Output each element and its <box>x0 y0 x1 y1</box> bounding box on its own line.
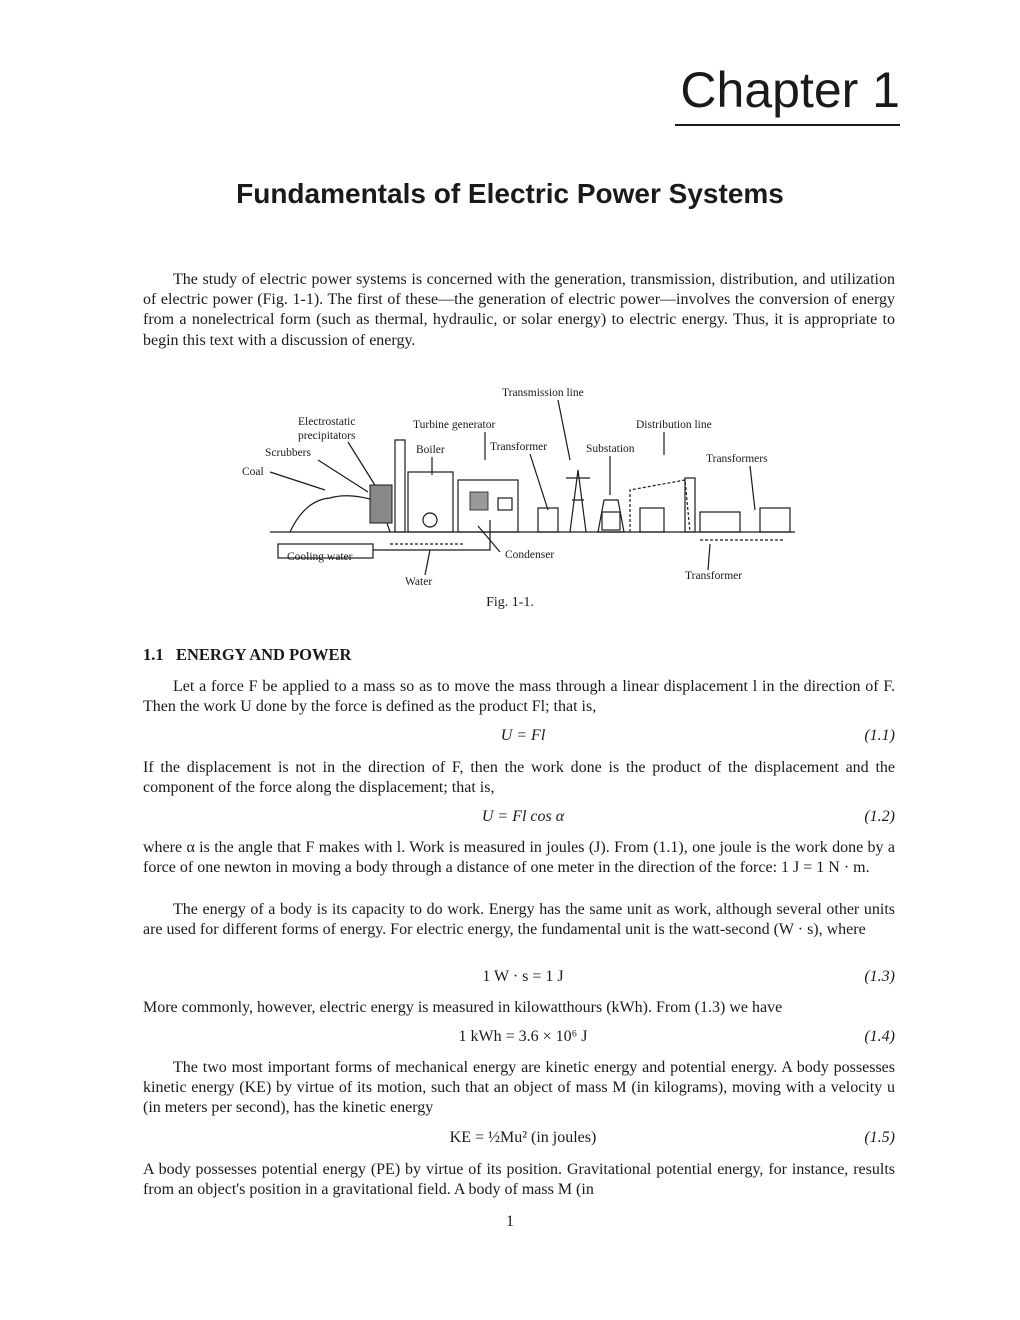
intro-paragraph <box>143 270 895 351</box>
paragraph-4 <box>143 900 895 940</box>
intro-text: The study of electric power systems is concerned with the generation, transmission, distribution, and utilization of electric power (Fig. 1-1). The first of these—the generation of electric power—involves the conversion of energy from a nonelectrical form (such as thermal, hydraulic, or solar energy) to electric energy. Thus, it is appropriate to begin this text with a discussion of energy. <box>143 271 895 349</box>
equation-1-1-number: (1.1) <box>864 727 895 744</box>
paragraph-6-text: The two most important forms of mechanical energy are kinetic energy and potential energy. A body possesses kinetic energy (KE) by virtue of its motion, such that an object of mass M (in kilograms), moving with a velocity u (in meters per second), has the kinetic energy <box>143 1059 895 1117</box>
paragraph-7-text: A body possesses potential energy (PE) by virtue of its position. Gravitational potential energy, for instance, results from an object's position in a gravitational field. A body of mass M (in <box>143 1161 895 1199</box>
label-boiler: Boiler <box>416 444 445 456</box>
paragraph-5-text: More commonly, however, electric energy is measured in kilowatthours (kWh). From (1.3) we have <box>143 999 783 1016</box>
label-scrubbers: Scrubbers <box>265 447 311 459</box>
label-substation: Substation <box>586 443 635 455</box>
equation-1-2-number: (1.2) <box>864 808 895 825</box>
page-number: 1 <box>506 1213 514 1230</box>
label-electrostatic: Electrostatic <box>298 416 356 428</box>
label-transmission-line: Transmission line <box>502 387 584 399</box>
paragraph-1-text: Let a force F be applied to a mass so as to move the mass through a linear displacement l in the direction of F. Then the work U done by the force is defined as the product Fl; that is, <box>143 678 895 716</box>
label-transformer-top: Transformer <box>490 441 548 453</box>
label-cooling-water: Cooling water <box>287 551 353 563</box>
paragraph-7 <box>143 1160 895 1200</box>
label-transformer-bottom: Transformer <box>685 570 743 582</box>
chapter-rule <box>675 124 900 126</box>
paragraph-3-text: where α is the angle that F makes with l. Work is measured in joules (J). From (1.1), one joule is the work done by a force of one newton in moving a body through a distance of one meter in the direction of the force: 1 J = 1 N · m. <box>143 839 895 877</box>
paragraph-6 <box>143 1058 895 1119</box>
equation-1-4-number: (1.4) <box>864 1028 895 1045</box>
equation-1-5 <box>143 1129 895 1149</box>
equation-1-5-expr: KE = ½Mu² (in joules) <box>449 1129 597 1146</box>
chapter-label: Chapter 1 <box>680 62 900 118</box>
paragraph-1 <box>143 677 895 717</box>
label-condenser: Condenser <box>505 549 555 561</box>
label-distribution-line: Distribution line <box>636 419 712 431</box>
label-precipitators: precipitators <box>298 430 356 442</box>
equation-1-4 <box>143 1028 895 1048</box>
paragraph-5 <box>143 998 895 1018</box>
equation-1-1 <box>143 727 895 747</box>
equation-1-2 <box>143 808 895 828</box>
paragraph-2 <box>143 758 895 798</box>
paragraph-4-text: The energy of a body is its capacity to do work. Energy has the same unit as work, although several other units are used for different forms of energy. For electric energy, the fundamental unit is the watt-second (W · s), where <box>143 901 895 939</box>
section-number: 1.1 <box>143 645 164 664</box>
equation-1-3 <box>143 968 895 988</box>
label-water: Water <box>405 576 433 588</box>
section-title: ENERGY AND POWER <box>176 645 352 664</box>
equation-1-5-number: (1.5) <box>864 1129 895 1146</box>
label-turbine-generator: Turbine generator <box>413 419 496 431</box>
section-heading <box>143 645 351 665</box>
paragraph-3 <box>143 838 895 878</box>
equation-1-3-number: (1.3) <box>864 968 895 985</box>
equation-1-4-expr: 1 kWh = 3.6 × 10⁶ J <box>458 1028 588 1045</box>
power-system-figure <box>230 380 810 590</box>
paragraph-2-text: If the displacement is not in the direction of F, then the work done is the product of the displacement and the component of the force along the displacement; that is, <box>143 759 895 797</box>
label-coal: Coal <box>242 466 264 478</box>
page-title: Fundamentals of Electric Power Systems <box>236 178 784 209</box>
equation-1-2-expr: U = Fl cos α <box>481 808 565 825</box>
equation-1-3-expr: 1 W · s = 1 J <box>482 968 564 985</box>
label-transformers: Transformers <box>706 453 768 465</box>
equation-1-1-expr: U = Fl <box>500 727 546 744</box>
figure-caption: Fig. 1-1. <box>486 595 534 610</box>
